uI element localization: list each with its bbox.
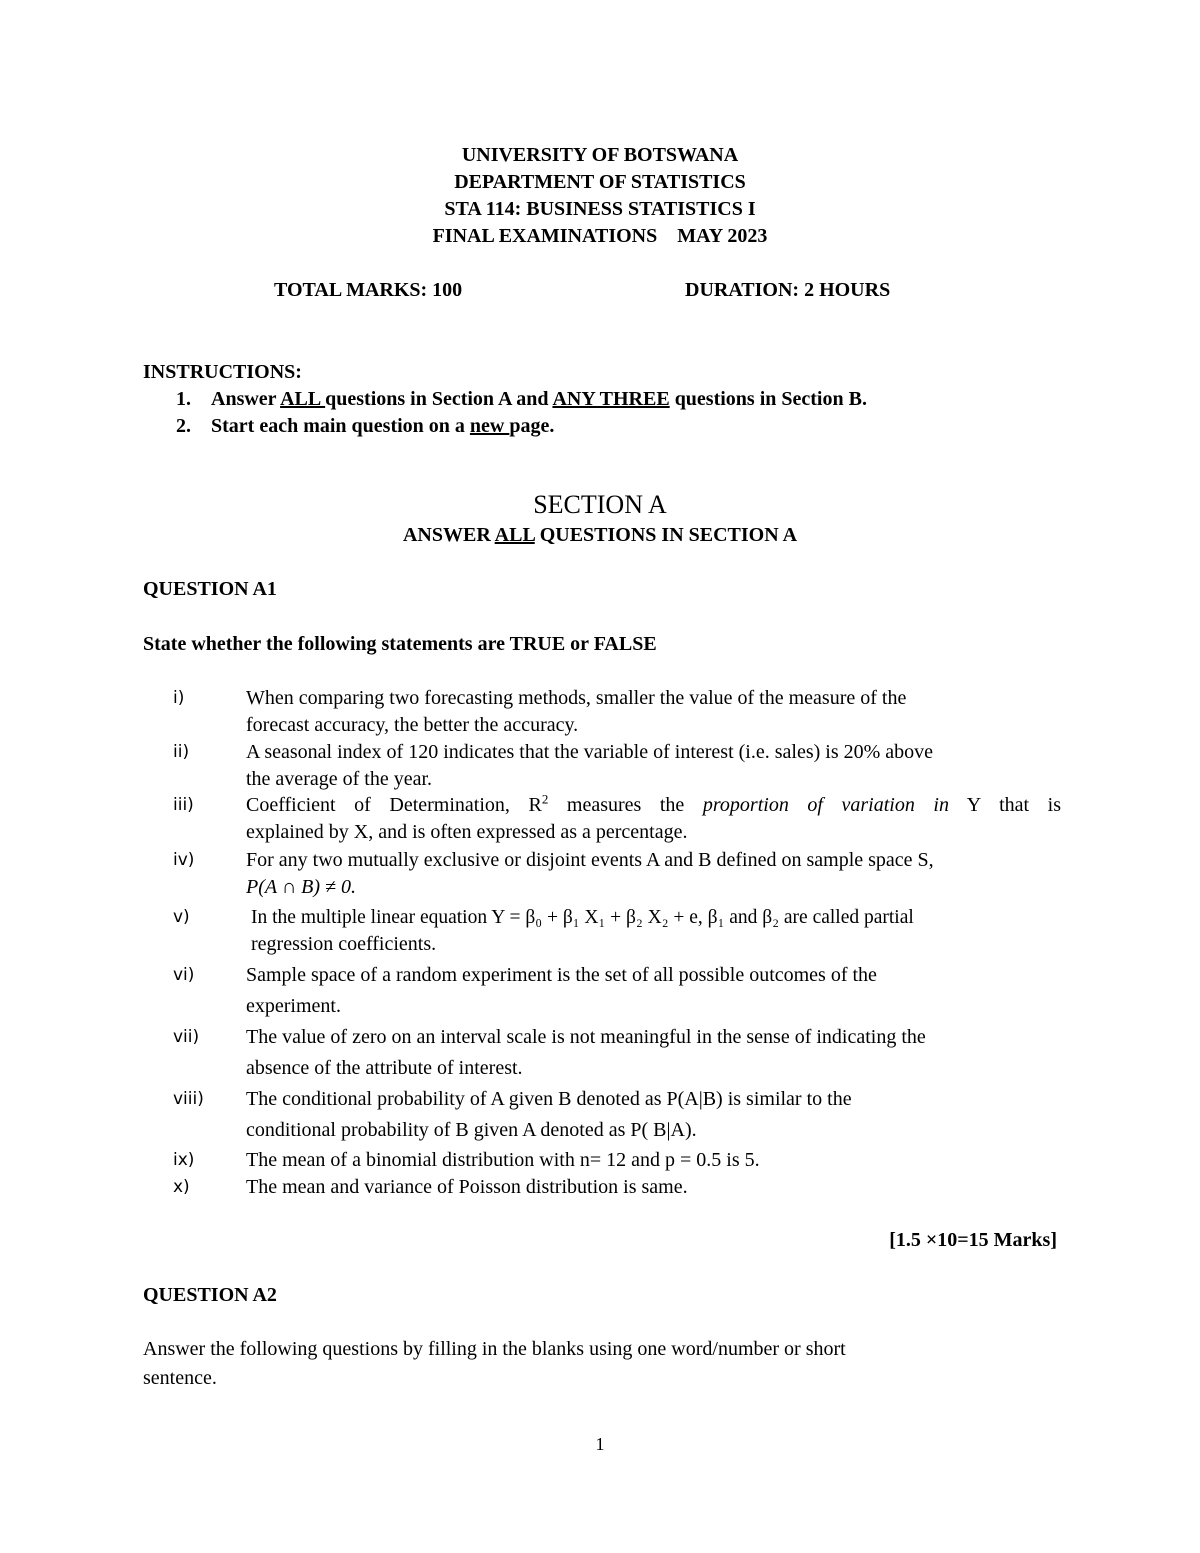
instruction-emphasis: new <box>469 415 510 437</box>
instruction-item-2 <box>176 413 554 440</box>
university-name: UNIVERSITY OF BOTSWANA <box>461 144 739 166</box>
item-line: When comparing two forecasting methods, smaller the value of the measure of the <box>246 687 907 709</box>
item-line: experiment. <box>246 995 341 1017</box>
subtitle-emphasis: ALL <box>494 524 535 546</box>
section-a-title: SECTION A <box>533 490 667 519</box>
item-text <box>246 1084 1061 1146</box>
department-name: DEPARTMENT OF STATISTICS <box>454 171 746 193</box>
item-numeral: viii) <box>173 1089 204 1109</box>
item-numeral: iv) <box>173 850 195 870</box>
item-fragment: measures the <box>548 794 703 816</box>
item-text <box>251 904 1063 958</box>
item-text <box>246 960 1061 1022</box>
item-numeral: ix) <box>173 1150 195 1170</box>
item-numeral: v) <box>173 907 190 927</box>
item-line: The mean of a binomial distribution with n= 12 and p = 0.5 is 5. <box>246 1149 760 1171</box>
item-numeral: ii) <box>173 742 190 762</box>
instruction-number: 1. <box>176 388 191 410</box>
page-number: 1 <box>595 1434 605 1454</box>
exam-header <box>0 142 1200 250</box>
paragraph-line: sentence. <box>143 1367 217 1389</box>
item-text <box>246 685 1061 739</box>
instruction-text: questions in Section A and <box>325 388 553 410</box>
instruction-text: page. <box>509 415 555 437</box>
paragraph-line: Answer the following questions by filling in the blanks using one word/number or short <box>143 1338 846 1360</box>
item-line: Sample space of a random experiment is the set of all possible outcomes of the <box>246 964 877 986</box>
item-text <box>246 739 1061 793</box>
item-text <box>246 1174 1061 1201</box>
item-line: absence of the attribute of interest. <box>246 1057 523 1079</box>
item-line: The conditional probability of A given B denoted as P(A|B) is similar to the <box>246 1088 852 1110</box>
item-numeral: vi) <box>173 965 195 985</box>
duration: DURATION: 2 HOURS <box>685 279 891 301</box>
course-title: STA 114: BUSINESS STATISTICS I <box>444 198 756 220</box>
instruction-text: questions in Section B. <box>669 388 867 410</box>
total-marks: TOTAL MARKS: 100 <box>274 279 463 301</box>
question-a2-heading: QUESTION A2 <box>143 1284 277 1306</box>
item-line: The mean and variance of Poisson distribution is same. <box>246 1176 688 1198</box>
item-numeral: i) <box>173 688 185 708</box>
question-a1-marks: [1.5 ×10=15 Marks] <box>889 1229 1057 1251</box>
section-a-subtitle <box>0 522 1200 549</box>
instruction-text: Answer <box>211 388 281 410</box>
item-line: A seasonal index of 120 indicates that the variable of interest (i.e. sales) is 20% above <box>246 741 934 763</box>
item-text <box>246 1022 1061 1084</box>
item-line: the average of the year. <box>246 768 433 790</box>
item-line: The value of zero on an interval scale is not meaningful in the sense of indicating the <box>246 1026 926 1048</box>
superscript: 2 <box>541 791 549 807</box>
item-fragment: Coefficient of Determination, R <box>246 794 542 816</box>
instruction-text: Start each main question on a <box>211 415 470 437</box>
item-text <box>246 1147 1061 1174</box>
item-line: forecast accuracy, the better the accuracy. <box>246 714 579 736</box>
item-line: regression coefficients. <box>251 933 437 955</box>
item-numeral: iii) <box>173 795 194 815</box>
instruction-emphasis: ALL <box>280 388 326 410</box>
item-fragment: Y that is <box>948 794 1061 816</box>
instructions-title: INSTRUCTIONS: <box>143 361 302 383</box>
subtitle-text: ANSWER <box>402 524 495 546</box>
question-a2-instruction <box>143 1335 1043 1393</box>
question-a1-instruction: State whether the following statements are TRUE or FALSE <box>143 633 657 655</box>
item-line: explained by X, and is often expressed as a percentage. <box>246 821 688 843</box>
item-numeral: x) <box>173 1177 190 1197</box>
item-line: For any two mutually exclusive or disjoint events A and B defined on sample space S, <box>246 849 934 871</box>
exam-title: FINAL EXAMINATIONS MAY 2023 <box>432 225 768 247</box>
instruction-number: 2. <box>176 415 191 437</box>
subtitle-text: QUESTIONS IN SECTION A <box>534 524 798 546</box>
item-emphasis: proportion of variation in <box>702 794 949 816</box>
item-line: P(A ∩ B) ≠ 0. <box>246 876 357 898</box>
item-numeral: vii) <box>173 1027 200 1047</box>
instruction-emphasis: ANY THREE <box>552 388 670 410</box>
item-line <box>246 792 1061 819</box>
item-line: conditional probability of B given A denoted as P( B|A). <box>246 1119 697 1141</box>
instruction-item-1 <box>176 386 867 413</box>
item-text <box>246 847 1061 901</box>
question-a1-heading: QUESTION A1 <box>143 578 277 600</box>
item-line: In the multiple linear equation Y = β₀ + β₁ X₁ + β₂ X₂ + e, β₁ and β₂ are called partial <box>251 907 914 928</box>
item-text <box>246 792 1061 846</box>
